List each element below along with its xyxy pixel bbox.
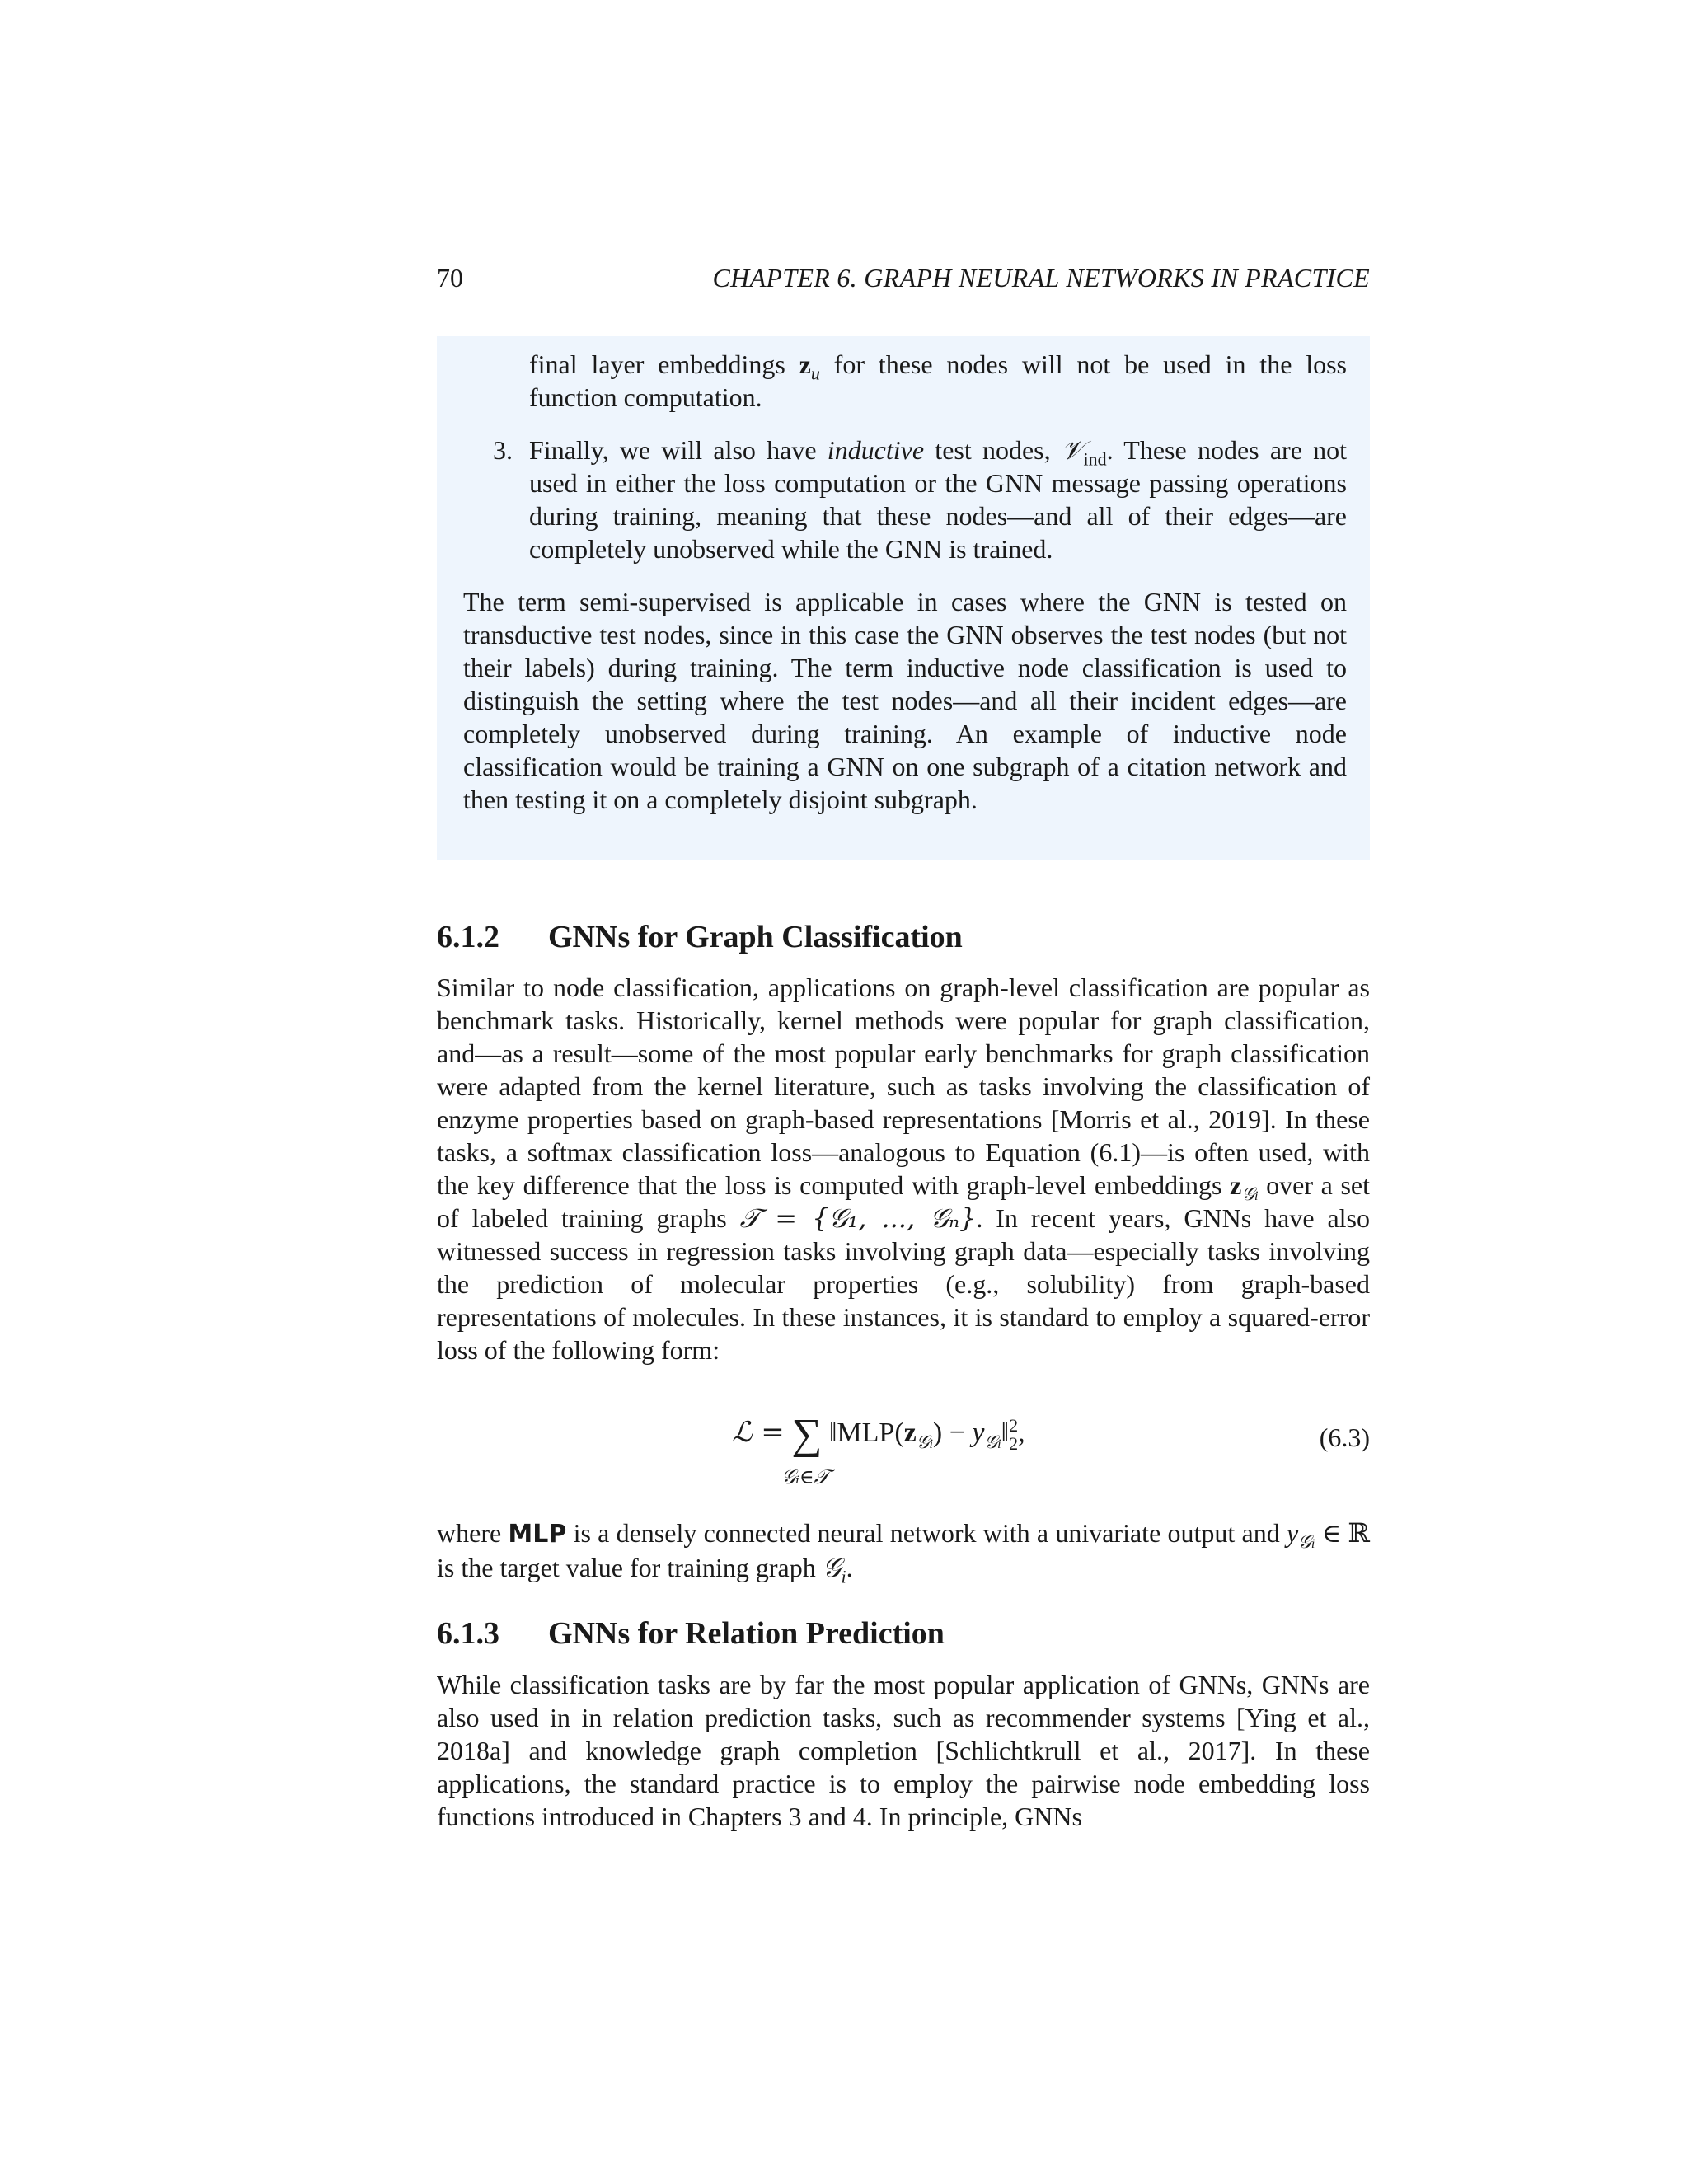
math-symbol: z — [799, 349, 811, 379]
list-number: 3. — [493, 435, 513, 465]
math-subscript: 𝒢 — [1298, 1532, 1311, 1554]
math-function: MLP — [508, 1520, 567, 1549]
callout-paragraph: The term semi-supervised is applicable in cases where the GNN is tested on transductive test nodes, since in this case the GNN observes the test nodes (but not their labels) during training. The term inductive node classification is used to distinguish the setting where the test nodes—and all their incident edges—are completely unobserved during training. An example of inductive node classification would be training a GNN on one subgraph of a citation network and then testing it on a completely disjoint subgraph. — [463, 587, 1347, 814]
math-punct: , — [1018, 1418, 1025, 1448]
math-norm: ‖ — [828, 1418, 837, 1448]
section-heading-6-1-3 — [437, 1613, 1370, 1654]
math-subscript: 𝒢 — [1241, 1184, 1255, 1206]
math-symbol: 𝒱 — [1061, 434, 1084, 466]
math-symbol: z — [903, 1418, 917, 1448]
math-subscript: i — [1254, 1189, 1259, 1204]
text-run: Finally, we will also have — [529, 435, 828, 465]
list-item-3 — [493, 434, 1348, 565]
math-symbol: 𝒢 — [822, 1552, 842, 1583]
text-run: for these nodes will not be used in the loss function computation. — [529, 349, 1348, 412]
math-subscript: 𝒢 — [984, 1432, 998, 1453]
equation-number: (6.3) — [1319, 1422, 1370, 1452]
math-function: MLP — [837, 1418, 895, 1448]
math-superscript: 2 — [1009, 1415, 1019, 1436]
equation-body — [732, 1411, 1025, 1458]
callout-box — [437, 336, 1370, 860]
section-number: 6.1.3 — [437, 1616, 499, 1651]
math-norm: ‖ — [1001, 1418, 1010, 1448]
text-run: . In recent years, GNNs have also witnessed success in regression tasks involving graph data—especially tasks involving the prediction of molecular properties (e.g., solubility) from graph-based representations of molecules. In these instances, it is standard to employ a squared-error loss of the following form: — [437, 1203, 1371, 1365]
math-subscript: ind — [1083, 448, 1107, 470]
text-run: ∈ ℝ is the target value for training graph — [437, 1518, 1371, 1582]
math-subscript: 𝒢 — [916, 1432, 930, 1453]
math-paren: ( — [894, 1418, 904, 1448]
text-run: Similar to node classification, applications on graph-level classification are popular as benchmark tasks. Historically, kernel methods were popular for graph classification, and—as a result—some of the most popular early benchmarks for graph classification were adapted from the kernel literature, such as tasks involving the classification of enzyme properties based on graph-based representations [Morris et al., 2019]. In these tasks, a softmax classification loss—analogous to Equation (6.1)—is often used, with the key difference that the loss is computed with graph-level embeddings — [437, 972, 1370, 1200]
math-symbol: y — [972, 1418, 985, 1448]
text-run: final layer embeddings — [529, 349, 799, 379]
math-subscript: i — [997, 1436, 1001, 1451]
math-symbol: z — [1230, 1170, 1242, 1200]
section-title: GNNs for Graph Classification — [548, 920, 963, 954]
callout-content — [463, 348, 1347, 816]
page-number: 70 — [437, 263, 463, 293]
section-title: GNNs for Relation Prediction — [548, 1616, 945, 1651]
math-lhs: ℒ = — [732, 1416, 785, 1449]
paper-page — [437, 0, 1370, 2184]
equation-6-3 — [437, 1409, 1370, 1492]
page-header — [437, 257, 1370, 298]
section-number: 6.1.2 — [437, 920, 499, 954]
text-run: . — [846, 1553, 853, 1582]
math-subscript: i — [929, 1436, 933, 1451]
paragraph-graph-classification — [437, 971, 1370, 1366]
math-subscript: i — [1311, 1537, 1315, 1552]
section-heading-6-1-2 — [437, 916, 1370, 958]
math-subscript: 2 — [1009, 1433, 1019, 1455]
paragraph-after-equation — [437, 1516, 1371, 1587]
paragraph-relation-prediction: While classification tasks are by far the most popular application of GNNs, GNNs are also used in in relation prediction tasks, such as recommender systems [Ying et al., 2018a] and knowledge graph completion [Schlichtkrull et al., 2017]. In these applications, the standard practice is to employ the pairwise node embedding loss functions introduced in Chapters 3 and 4. In principle, GNNs — [437, 1670, 1370, 1831]
running-head: CHAPTER 6. GRAPH NEURAL NETWORKS IN PRACTICE — [712, 263, 1370, 293]
math-operator: ) − — [932, 1418, 973, 1448]
sum-subscript: 𝒢ᵢ∈𝒯 — [781, 1465, 830, 1488]
text-run: is a densely connected neural network with a univariate output and — [566, 1518, 1287, 1548]
emphasis: inductive — [827, 435, 925, 465]
math-symbol: y — [1286, 1518, 1299, 1548]
text-run: . These nodes are not used in either the loss computation or the GNN message passing operations during training, meaning that these nodes—and all of their edges—are completely unobserved while the GNN is trained. — [529, 435, 1348, 564]
text-run: over a set of labeled training graphs — [437, 1170, 1371, 1233]
text-run: test nodes, — [924, 435, 1062, 465]
list-item-continuation — [529, 348, 1347, 414]
math-subscript: i — [841, 1566, 846, 1587]
math-expression: 𝒯 = {𝒢₁, ..., 𝒢ₙ} — [739, 1202, 977, 1234]
text-run: where — [437, 1518, 509, 1548]
math-subscript: u — [810, 363, 820, 384]
sum-symbol: ∑ — [791, 1411, 823, 1458]
